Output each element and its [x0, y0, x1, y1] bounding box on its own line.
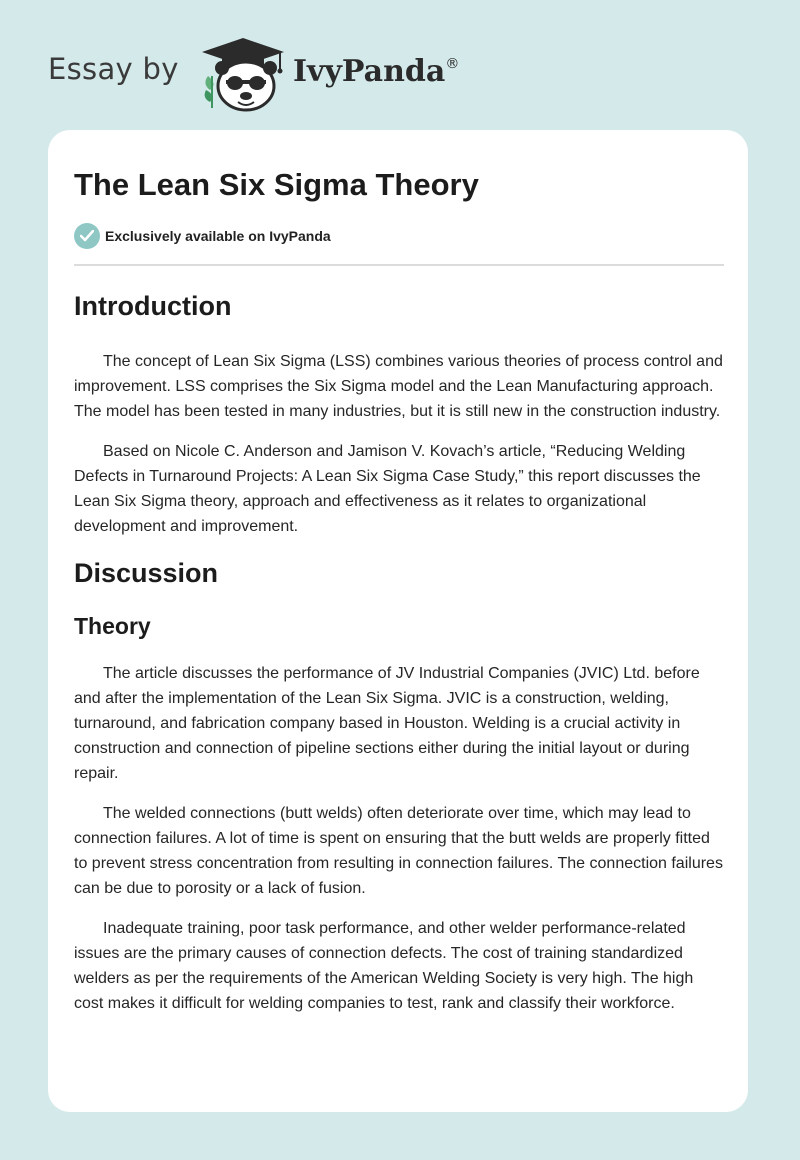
paragraph: The concept of Lean Six Sigma (LSS) combines various theories of process control and improvement. LSS comprises the Six Sigma model and the Lean Manufacturing approach. The model has been tested in many industries, but it is still new in the construction industry.	[74, 353, 723, 420]
heading-discussion: Discussion	[74, 558, 219, 588]
exclusive-badge	[74, 222, 724, 250]
divider	[74, 264, 724, 266]
panda-graduate-icon[interactable]	[200, 36, 286, 117]
article-card	[48, 130, 748, 1112]
check-icon	[74, 223, 100, 249]
badge-text: Exclusively available on IvyPanda	[105, 228, 331, 244]
paragraph: Based on Nicole C. Anderson and Jamison V. Kovach’s article, “Reducing Welding Defects in Turnaround Projects: A Lean Six Sigma Case Study,” this report discusses the Lean Six Sigma theory, approach and effectiveness as it relates to organizational development and improvement.	[74, 443, 701, 535]
essay-by-label: Essay by	[48, 52, 179, 86]
brand-name[interactable]	[293, 54, 459, 89]
paragraph: Inadequate training, poor task performance, and other welder performance-related issues are the primary causes of connection defects. The cost of training standardized welders as per the requirements of the American Welding Society is very high. The high cost makes it difficult for welding companies to test, rank and classify their workforce.	[74, 920, 694, 1012]
brand-label: IvyPanda	[293, 54, 446, 89]
paragraph: The article discusses the performance of JV Industrial Companies (JVIC) Ltd. before and after the implementation of the Lean Six Sigma. JVIC is a construction, welding, turnaround, and fabrication company based in Houston. Welding is a crucial activity in construction and connection of pipeline sections either during the initial layout or during repair.	[74, 665, 700, 782]
article-body	[74, 166, 724, 1016]
site-header	[48, 30, 548, 110]
article-title: The Lean Six Sigma Theory	[74, 167, 479, 202]
heading-introduction: Introduction	[74, 291, 232, 321]
heading-theory: Theory	[74, 613, 151, 639]
registered-mark: ®	[445, 56, 460, 72]
paragraph: The welded connections (butt welds) often deteriorate over time, which may lead to connection failures. A lot of time is spent on ensuring that the butt welds are properly fitted to prevent stress concentration from resulting in connection failures. The connection failures can be due to porosity or a lack of fusion.	[74, 805, 723, 897]
